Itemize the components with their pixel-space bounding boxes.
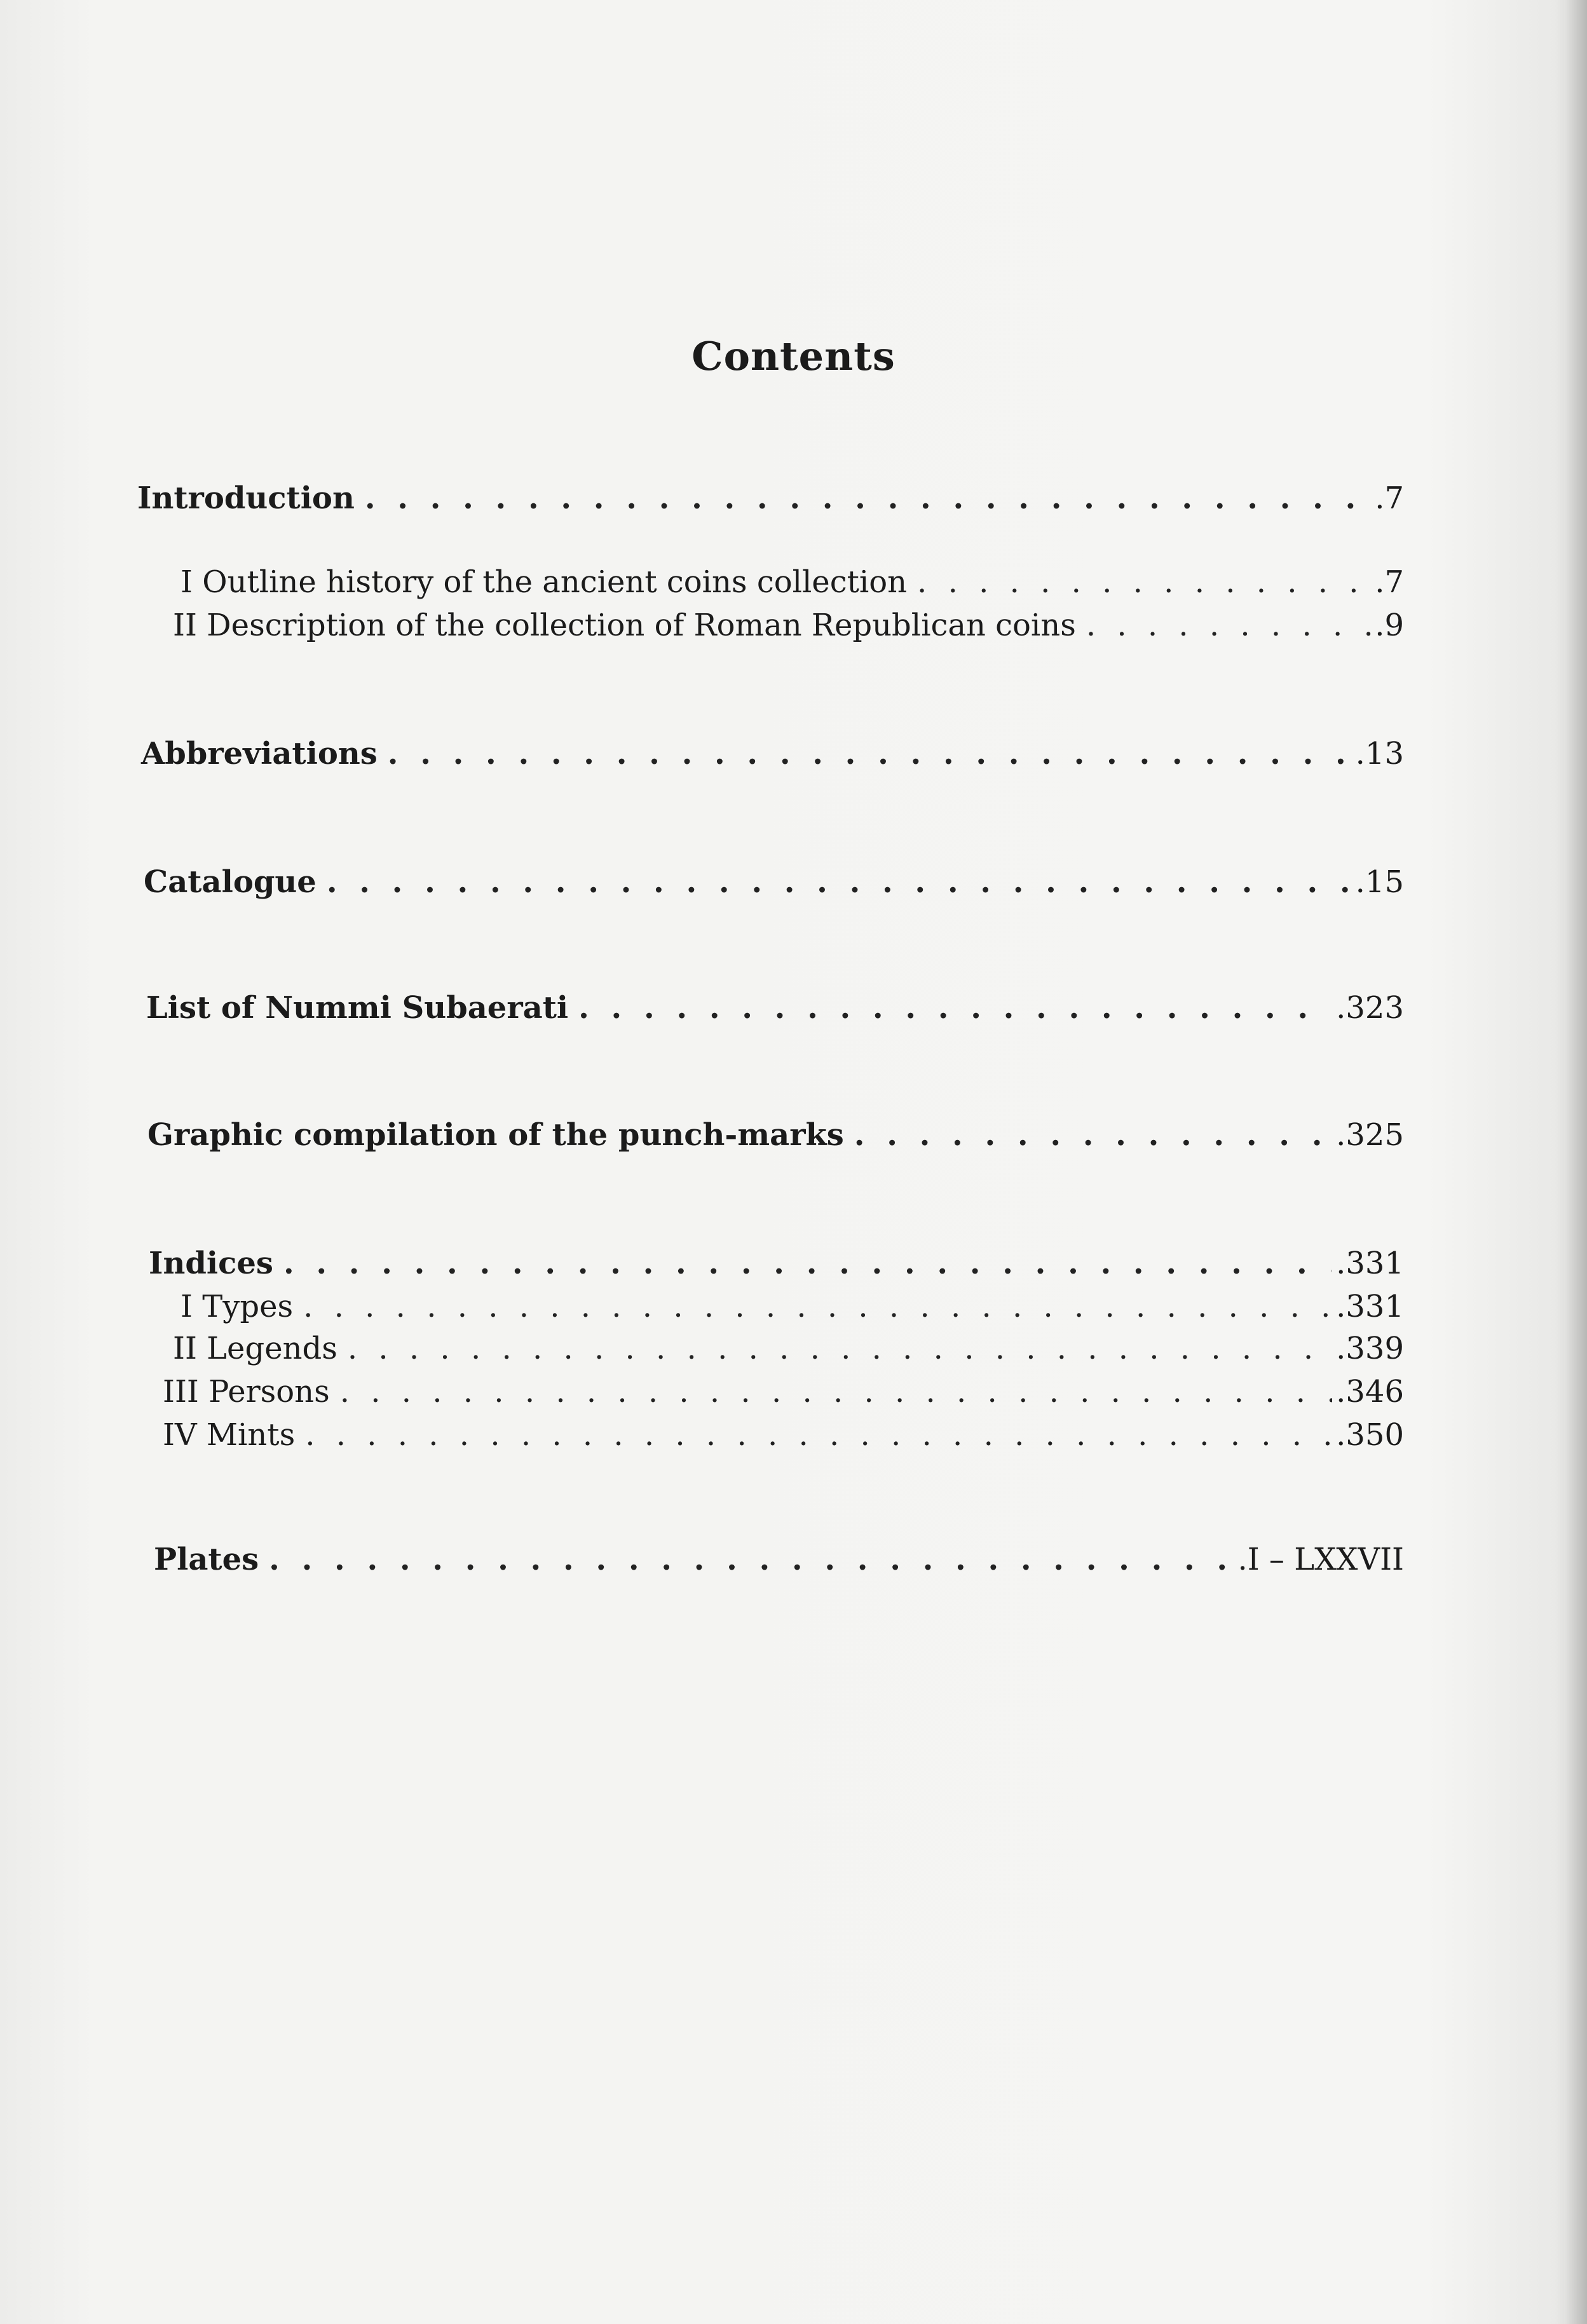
toc-entry-types[interactable] <box>180 1289 1404 1324</box>
toc-entry-punch-marks[interactable] <box>147 1117 1404 1153</box>
dot-leader <box>305 1417 1332 1453</box>
bleed-through-text <box>146 210 1447 1862</box>
toc-entry-plates[interactable] <box>154 1542 1404 1577</box>
dot-leader <box>303 1289 1332 1324</box>
toc-label: Abbreviations <box>141 736 378 771</box>
toc-page-number: .323 <box>1336 990 1404 1026</box>
toc-page-number: .350 <box>1336 1417 1404 1453</box>
toc-entry-roman-republican[interactable] <box>173 608 1404 643</box>
toc-page-number: .I – LXXVII <box>1237 1542 1404 1577</box>
dot-leader <box>269 1542 1234 1577</box>
dot-leader <box>388 736 1352 771</box>
dot-leader <box>283 1246 1332 1281</box>
toc-label: III Persons <box>163 1374 330 1410</box>
toc-label: List of Nummi Subaerati <box>146 990 569 1026</box>
toc-page-number: .9 <box>1375 608 1404 643</box>
toc-entry-abbreviations[interactable] <box>141 736 1404 771</box>
dot-leader <box>327 864 1352 900</box>
toc-entry-indices[interactable] <box>149 1246 1404 1281</box>
dot-leader <box>340 1374 1332 1410</box>
toc-page-number: .7 <box>1375 480 1404 516</box>
toc-page-number: .331 <box>1336 1246 1404 1281</box>
toc-label: I Outline history of the ancient coins collection <box>180 564 908 600</box>
toc-page-number: .13 <box>1355 736 1404 771</box>
toc-label: Indices <box>149 1246 273 1281</box>
page-title: Contents <box>691 333 896 379</box>
toc-page-number: .325 <box>1336 1117 1404 1153</box>
toc-label: Catalogue <box>144 864 317 900</box>
dot-leader <box>854 1117 1332 1153</box>
toc-entry-catalogue[interactable] <box>144 864 1404 900</box>
toc-entry-persons[interactable] <box>163 1374 1404 1410</box>
dot-leader <box>365 480 1371 516</box>
toc-label: Introduction <box>137 480 355 516</box>
dot-leader <box>1086 608 1371 643</box>
toc-page-number: .339 <box>1336 1331 1404 1366</box>
toc-entry-outline-history[interactable] <box>180 564 1404 600</box>
toc-label: I Types <box>180 1289 294 1324</box>
toc-label: Plates <box>154 1542 259 1577</box>
dot-leader <box>917 564 1371 600</box>
toc-label: IV Mints <box>163 1417 296 1453</box>
toc-label: II Description of the collection of Roman Republican coins <box>173 608 1076 643</box>
toc-label: Graphic compilation of the punch-marks <box>147 1117 844 1153</box>
dot-leader <box>348 1331 1332 1366</box>
dot-leader <box>578 990 1332 1026</box>
toc-entry-nummi-subaerati[interactable] <box>146 990 1404 1026</box>
toc-entry-legends[interactable] <box>173 1331 1404 1366</box>
toc-entry-mints[interactable] <box>163 1417 1404 1453</box>
toc-page-number: .7 <box>1375 564 1404 600</box>
toc-label: II Legends <box>173 1331 337 1366</box>
toc-page-number: .331 <box>1336 1289 1404 1324</box>
toc-page-number: .15 <box>1355 864 1404 900</box>
toc-page-number: .346 <box>1336 1374 1404 1410</box>
toc-entry-introduction[interactable] <box>137 480 1404 516</box>
